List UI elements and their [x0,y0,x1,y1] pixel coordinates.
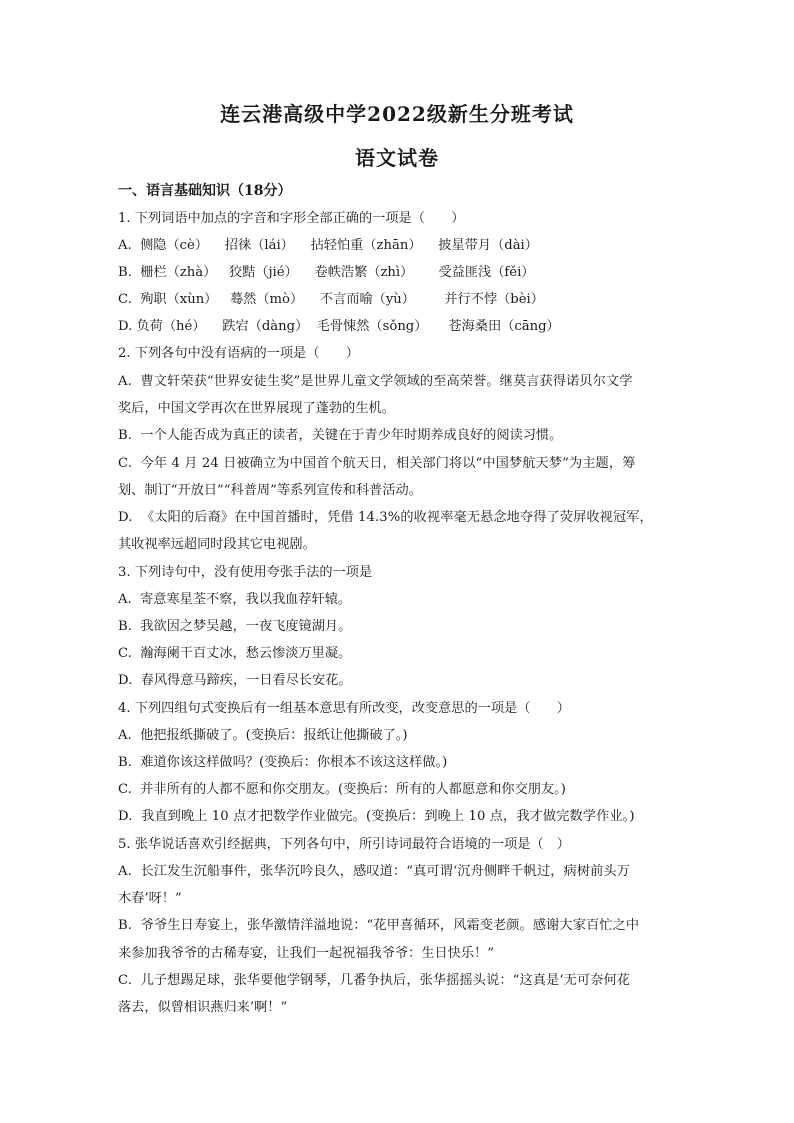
question-2-option-d-line2: 其收视率远超同时段其它电视剧。 [118,537,316,552]
question-5-option-b-line2: 来参加我爷爷的古稀寿宴，让我们一起祝福我爷爷：生日快乐！” [118,946,494,961]
question-2-option-c-line1: C. 今年 4 月 24 日被确立为中国首个航天日，相关部门将以“中国梦航天梦”为主题，筹 [118,456,636,471]
question-5-stem: 5. 张华说话喜欢引经据典，下列各句中，所引诗词最符合语境的一项是（ ） [118,837,570,852]
question-5-option-a-line2: 木春’呀！” [118,891,182,906]
question-4-option-a: A. 他把报纸撕破了。(变换后：报纸让他撕破了。) [118,728,408,743]
question-1-option-b: B. 栅栏（zhà） 狡黠（jié） 卷帙浩繁（zhì） 受益匪浅（fěi） [118,265,535,280]
question-5-option-c-line2: 落去，似曾相识燕归来’啊！” [118,1000,288,1015]
question-1-option-c: C. 殉职（xùn） 蓦然（mò） 不言而喻（yù） 并行不悖（bèi） [118,292,544,307]
question-1-stem: 1. 下列词语中加点的字音和字形全部正确的一项是（ ） [118,211,465,226]
question-1-option-d: D. 负荷（hé） 跌宕（dàng） 毛骨悚然（sǒng） 苍海桑田（cāng） [118,319,560,334]
question-2-option-a-line1: A. 曹文轩荣获“世界安徒生奖”是世界儿童文学领域的至高荣誉。继莫言获得诺贝尔文学 [118,374,633,389]
question-3-option-b: B. 我欲因之梦吴越，一夜飞度镜湖月。 [118,619,352,634]
question-1-option-a: A. 侧隐（cè） 招徕（lái） 拈轻怕重（zhān） 披星带月（dài） [118,238,538,253]
exam-title: 连云港高级中学2022级新生分班考试 [220,102,574,126]
section-heading: 一、语言基础知识（18分） [118,183,292,199]
question-2-option-d-line1: D. 《太阳的后裔》在中国首播时，凭借 14.3%的收视率毫无悬念地夺得了荧屏收视冠军， [118,510,653,525]
exam-subtitle: 语文试卷 [355,146,439,170]
question-3-option-d: D. 春风得意马蹄疾，一日看尽长安花。 [118,673,352,688]
question-2-stem: 2. 下列各句中没有语病的一项是（ ） [118,346,359,361]
question-3-option-a: A. 寄意寒星荃不察，我以我血荐轩辕。 [118,592,352,607]
question-2-option-a-line2: 奖后，中国文学再次在世界展现了蓬勃的生机。 [118,401,395,416]
question-4-option-d: D. 我直到晚上 10 点才把数学作业做完。(变换后：到晚上 10 点，我才做完数学作业。) [118,809,635,824]
question-5-option-c-line1: C. 儿子想踢足球，张华要他学钢琴，几番争执后，张华摇摇头说：“这真是‘无可奈何花 [118,973,631,988]
question-3-stem: 3. 下列诗句中，没有使用夸张手法的一项是 [118,565,373,580]
question-5-option-a-line1: A. 长江发生沉船事件，张华沉吟良久，感叹道：“真可谓‘沉舟侧畔千帆过，病树前头万 [118,864,630,879]
question-2-option-c-line2: 划、制订“开放日”“科普周”等系列宣传和科普活动。 [118,483,422,498]
question-4-stem: 4. 下列四组句式变换后有一组基本意思有所改变，改变意思的一项是（ ） [118,701,570,716]
question-4-option-c: C. 并非所有的人都不愿和你交朋友。(变换后：所有的人都愿意和你交朋友。) [118,782,566,797]
question-3-option-c: C. 瀚海阑干百丈冰，愁云惨淡万里凝。 [118,646,352,661]
question-4-option-b: B. 难道你该这样做吗？(变换后：你根本不该这这样做。) [118,755,448,770]
question-2-option-b: B. 一个人能否成为真正的读者，关键在于青少年时期养成良好的阅读习惯。 [118,428,563,443]
question-5-option-b-line1: B. 爷爷生日寿宴上，张华激情洋溢地说：“花甲喜循环，风霜变老颜。感谢大家百忙之中 [118,918,640,933]
